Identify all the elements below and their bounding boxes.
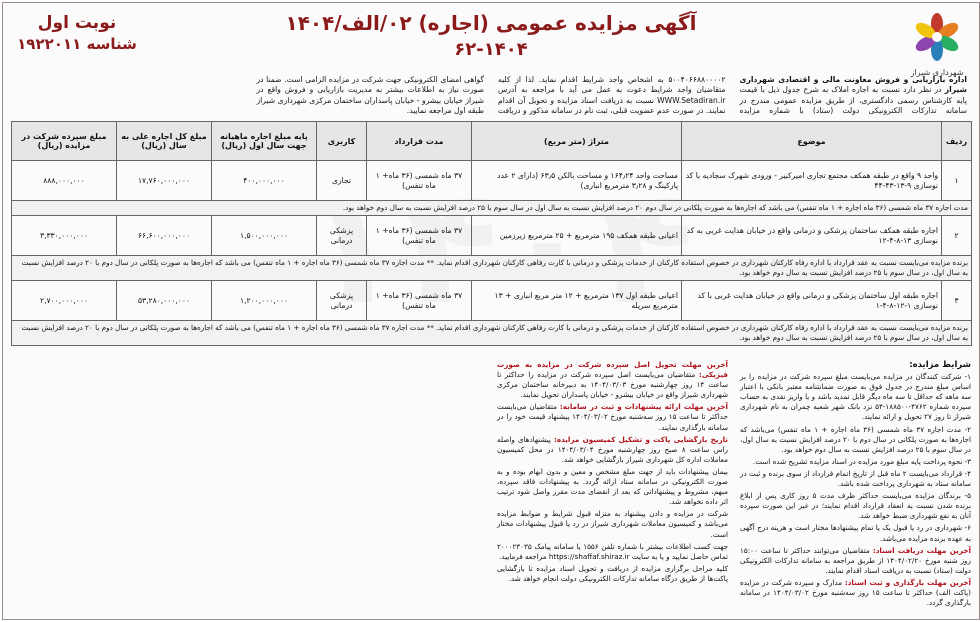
row-note: مدت اجاره ۳۷ ماه شمسی (۳۶ ماه اجاره + ۱ ماه تنفس) می باشد که اجاره‌ها به صورت پلکانی در سال دوم ۲۰ درصد افزایش نسبت به سال اول در سال سوم با ۲۵ درصد افزایش نسبت به سال دوم خواهد بود. — [12, 201, 972, 216]
title-line-1: آگهی مزایده عمومی (اجاره) ۰۲/الف/۱۴۰۴ — [285, 11, 697, 35]
issue-code: شناسه ۱۹۲۲۰۱۱ — [17, 35, 137, 53]
organization-name: اداره بازاریابی و فروش معاونت مالی و اقتصادی شهرداری شیراز — [739, 75, 968, 95]
cell-no: ۳ — [942, 281, 972, 321]
intro-paragraph-4: الزامی است. ضمنا در صورت نیاز به اطلاعات بیشتر به مدیریت بازاریابی و فروش واقع در شیراز خیابان بیشرو - خیابان پاسداران ساختمان مرکزی شهرداری شیراز طبقه اول مراجعه نمایید. — [256, 75, 484, 116]
condition-item: ۴- قرارداد می‌بایست ۲ ماه قبل از تاریخ اتمام قرارداد از سوی برنده و ثبت در سامانه ستاد به شهرداری پرداخت شده باشد. — [740, 468, 971, 489]
cell-deposit: ۸۸۸,۰۰۰,۰۰۰ — [12, 161, 117, 201]
deadline-text: متقاضیان می‌بایست اصل سپرده شرکت در مزایده را حداکثر تا ساعت ۱۴ روز چهارشنبه مورخ ۱۴۰۴/۰۳/۰۳ به دبیرخانه ساختمان مرکزی شهرداری شیراز واقع در خیابان بیشرو - خیابان پاسداران تحویل نمایند. — [497, 370, 728, 400]
table-row — [12, 216, 972, 256]
header-term: مدت قرارداد — [367, 122, 472, 161]
cell-subject: واحد ۹ واقع در طبقه همکف مجتمع تجاری امیرکبیر - ورودی شهرک سجادیه با کد نوسازی ۹-۱۳-۴۳-۴۴ — [682, 161, 942, 201]
deadline-item — [497, 435, 728, 465]
header-base-rent: پایه مبلغ اجاره ماهیانه جهت سال اول (ریال) — [212, 122, 317, 161]
deadline-item — [497, 360, 728, 400]
cell-use: تجاری — [317, 161, 367, 201]
lots-table — [11, 121, 972, 346]
auction-notice — [2, 2, 980, 620]
deadline-item — [740, 578, 971, 608]
intro-paragraph-1: در نظر دارد نسبت به اجاره املاک به شرح جدول ذیل با قیمت پایه کارشناس رسمی دادگستری، از طریق مزایده عمومی مندرج در سامانه — [739, 85, 967, 116]
notice-header — [9, 9, 973, 119]
cell-base-rent: ۴۰۰,۰۰۰,۰۰۰ — [212, 161, 317, 201]
deadline-label: آخرین مهلت تحویل اصل سپرده شرکت در مزایده به صورت فیزیکی: — [497, 360, 728, 380]
cell-area: مساحت واحد ۱۶۴٫۲۴ و مساحت بالکن ۶۳٫۵ (دارای ۲ عدد پارکینگ و ۳٫۲۸ مترمربع انباری) — [472, 161, 682, 201]
row-note: برنده مزایده می‌بایست نسبت به عقد قرارداد با اداره رفاه کارکنان شهرداری در خصوص استفاده کارکنان از خدمات پزشکی و درمانی با کارت رفاهی کارکنان شهرداری اقدام نماید. ** مدت اجاره ۳۷ ماه شمسی (۳۶ ماه اجاره + ۱ ماه تنفس) می باشد که اجاره‌ها به صورت پلکانی در سال دوم با ۲۰ درصد افزایش نسبت به سال اول، در سال سوم با ۲۵ درصد افزایش نسبت به سال دوم خواهد بود. — [12, 256, 972, 281]
intro-paragraph-2: تدارکات الکترونیکی دولت (ستاد) با شماره مزایده ۵۰۰۴۰۶۶۸۸۰۰۰۰۲ به اشخاص واجد شرایط اقدام نماید. لذا از کلیه متقاضیان واجد شرایط دعوت به عمل می آید با مراجعه به آدرس WWW.Setadiran.ir — [498, 75, 937, 116]
table-note-row — [12, 201, 972, 216]
condition-item: ۳- نحوه پرداخت پایه مبلغ مورد مزایده در اسناد مزایده تشریح شده است. — [752, 456, 971, 466]
intro-text — [15, 75, 967, 117]
cell-term: ۳۷ ماه شمسی (۳۶ ماه+ ۱ ماه تنفس) — [367, 216, 472, 256]
shiraz-municipality-logo — [907, 11, 967, 81]
cell-deposit: ۲,۷۰۰,۰۰۰,۰۰۰ — [12, 281, 117, 321]
cell-deposit: ۳,۳۳۰,۰۰۰,۰۰۰ — [12, 216, 117, 256]
condition-item: ۱- شرکت کنندگان در مزایده می‌بایست مبلغ سپرده شرکت در مزایده را بر اساس مبلغ مندرج در جدول فوق به صورت ضمانتنامه معتبر بانکی با اعتبار سه ماهه که حداقل تا سه ماه دیگر قابل تمدید باشد و یا واریز نقدی به حساب سپرده شماره ۴۷۶۲-۱۸۸۵۰۰-۵۴ نزد بانک شهر شعبه چمران به نام شهرداری شیراز تا روز ۲۷ تحویل و ارائه نمایند. — [740, 372, 971, 422]
condition-item: بیمان پیشنهادات باید از جهت مبلغ مشخص و معین و بدون ابهام بوده و به صورت الکترونیکی در سامانه ستاد ارائه گردد. به پیشنهادات فاقد سپرده، مبهم، مشروط و پیشنهاداتی که بعد از انقضای مدت مقرر واصل شود ترتیب اثر داده نخواهد شد. — [497, 466, 728, 507]
deadline-item — [740, 546, 971, 576]
deadline-text: متقاضیان می‌توانند حداکثر تا ساعت ۱۵:۰۰ روز شنبه مورخ ۱۴۰۴/۰۲/۲۰ از طریق مراجعه به سامانه تدارکات الکترونیکی دولت (ستاد) نسبت به دریافت اسناد اقدام نمایند. — [740, 545, 971, 575]
condition-item: ۲- مدت اجاره ۳۷ ماه شمسی (۳۶ ماه اجاره + ۱ ماه تنفس) می‌باشد که اجاره‌ها به صورت پلکانی در سال دوم با ۲۰ درصد افزایش نسبت به سال اول، در سال سوم با ۲۵ درصد افزایش نسبت به سال دوم خواهد بود. — [740, 424, 971, 454]
condition-item: کلیه مراحل برگزاری مزایده از دریافت و تحویل اسناد مزایده تا بازگشایی پاکت‌ها از طریق درگاه سامانه تدارکات الکترونیکی دولت انجام خواهد شد. — [497, 563, 728, 583]
table-row — [12, 281, 972, 321]
cell-subject: اجاره طبقه همکف ساختمان پزشکی و درمانی واقع در خیابان هدایت غربی به کد نوسازی ۱۳-۸-۴-۱۲ — [682, 216, 942, 256]
cell-area: اعیانی طبقه اول ۱۳۷ مترمربع + ۱۲ متر مربع انباری + ۱۳ مترمربع سرپله — [472, 281, 682, 321]
table-row — [12, 161, 972, 201]
deadline-label: تاریخ بازگشایی پاکت و تشکیل کمیسیون مزایده: — [553, 434, 728, 444]
condition-item: جهت کسب اطلاعات بیشتر با شماره تلفن ۱۵۵۶ یا سامانه پیامک ۲۰۰۰۲۳۰۳۵ تماس حاصل نمایید و یا به سایت https://shaffaf.shiraz.ir مراجعه فرمایید. — [497, 541, 728, 561]
table-header-row — [12, 122, 972, 161]
header-deposit: مبلغ سپرده شرکت در مزایده (ریال) — [12, 122, 117, 161]
condition-item: ۶- شهرداری در رد یا قبول یک یا تمام پیشنهادها مختار است و هزینه درج آگهی به عهده برنده مزایده می‌باشد. — [740, 523, 971, 543]
header-annual-rent: مبلغ کل اجاره علی به سال (ریال) — [117, 122, 212, 161]
deadline-text: پیشنهادهای واصله راس ساعت ۸ صبح روز چهارشنبه مورخ ۱۴۰۴/۰۳/۰۴ در محل کمیسیون معاملات اداره کل شهرداری شیراز بازگشایی خواهد شد. — [497, 434, 728, 464]
deadline-label: آخرین مهلت بارگذاری و ثبت اسناد: — [844, 577, 971, 587]
condition-item: شرکت در مزایده و دادن پیشنهاد به منزله قبول شرایط و ضوابط مزایده می‌باشد و کمیسیون معاملات شهرداری شیراز در رد یا قبول پیشنهادات مختار است. — [497, 509, 728, 539]
header-row-no: ردیف — [942, 122, 972, 161]
intro-paragraph-3: نسبت به دریافت اسناد مزایده و تحویل آن اقدام نمایند. در صورت عدم عضویت قبلی، ثبت نام در سامانه مذکور و دریافت گواهی امضای الکترونیکی جهت شرکت در مزایده — [328, 75, 726, 116]
deadline-text: مدارک و سپرده شرکت در مزایده (پاکت الف) حداکثر تا ساعت ۱۵ روز سه‌شنبه مورخ ۱۴۰۴/۰۳/۰۲ در سامانه بارگذاری گردد. — [740, 577, 971, 608]
cell-annual-rent: ۱۷,۷۶۰,۰۰۰,۰۰۰ — [117, 161, 212, 201]
conditions-heading: شرایط مزایده: — [909, 360, 971, 370]
cell-use: پزشکی درمانی — [317, 216, 367, 256]
deadline-text: متقاضیان می‌بایست حداکثر تا ساعت ۱۵ روز سه‌شنبه مورخ ۱۴۰۴/۰۳/۰۲ پیشنهاد قیمت خود را در سامانه بارگذاری نمایند. — [497, 402, 728, 432]
cell-no: ۱ — [942, 161, 972, 201]
header-use: کاربری — [317, 122, 367, 161]
title-line-2: ۶۲-۱۴۰۴ — [454, 39, 528, 60]
cell-term: ۳۷ ماه شمسی (۳۶ ماه+ ۱ ماه تنفس) — [367, 161, 472, 201]
cell-area: اعیانی طبقه همکف ۱۹۵ مترمربع + ۲۵ مترمربع زیرزمین — [472, 216, 682, 256]
condition-item: ۵- برندگان مزایده می‌بایست حداکثر ظرف مدت ۵ روز کاری پس از ابلاغ برنده شدن نسبت به انعقاد قرارداد اقدام نمایند؛ در غیر این صورت سپرده آنان به نفع شهرداری ضبط خواهد شد. — [740, 491, 971, 521]
cell-term: ۳۷ ماه شمسی (۳۶ ماه+ ۱ ماه تنفس) — [367, 281, 472, 321]
issue-box — [17, 13, 137, 53]
auction-conditions — [11, 360, 971, 612]
cell-subject: اجاره طبقه اول ساختمان پزشکی و درمانی واقع در خیابان هدایت غربی با کد نوسازی ۱-۱۲-۸-۴-۱ — [682, 281, 942, 321]
cell-base-rent: ۱,۲۰۰,۰۰۰,۰۰۰ — [212, 281, 317, 321]
header-area: متراژ (متر مربع) — [472, 122, 682, 161]
svg-text:شهرداری شیراز: شهرداری شیراز — [910, 68, 964, 77]
cell-no: ۲ — [942, 216, 972, 256]
table-note-row — [12, 321, 972, 346]
issue-label: نوبت اول — [37, 13, 117, 33]
notice-title — [159, 11, 823, 60]
table-note-row — [12, 256, 972, 281]
cell-use: پزشکی درمانی — [317, 281, 367, 321]
header-subject: موضوع — [682, 122, 942, 161]
cell-annual-rent: ۶۶,۶۰۰,۰۰۰,۰۰۰ — [117, 216, 212, 256]
cell-annual-rent: ۵۳,۲۸۰,۰۰۰,۰۰۰ — [117, 281, 212, 321]
cell-base-rent: ۱,۵۰۰,۰۰۰,۰۰۰ — [212, 216, 317, 256]
deadline-item — [497, 402, 728, 432]
deadline-label: آخرین مهلت دریافت اسناد: — [872, 545, 971, 555]
row-note: برنده مزایده می‌بایست نسبت به عقد قرارداد با اداره رفاه کارکنان شهرداری در خصوص استفاده کارکنان از خدمات پزشکی و درمانی با کارت رفاهی کارکنان شهرداری اقدام نماید. ** مدت اجاره ۳۷ ماه شمسی (۳۶ ماه اجاره + ۱ ماه تنفس) می باشد که اجاره‌ها به صورت پلکانی در سال دوم با ۲۰ درصد افزایش نسبت به سال اول، در سال سوم با ۲۵ درصد افزایش نسبت به سال دوم خواهد بود. — [12, 321, 972, 346]
deadline-label: آخرین مهلت ارائه پیشنهادات و ثبت در سامانه: — [559, 402, 728, 412]
